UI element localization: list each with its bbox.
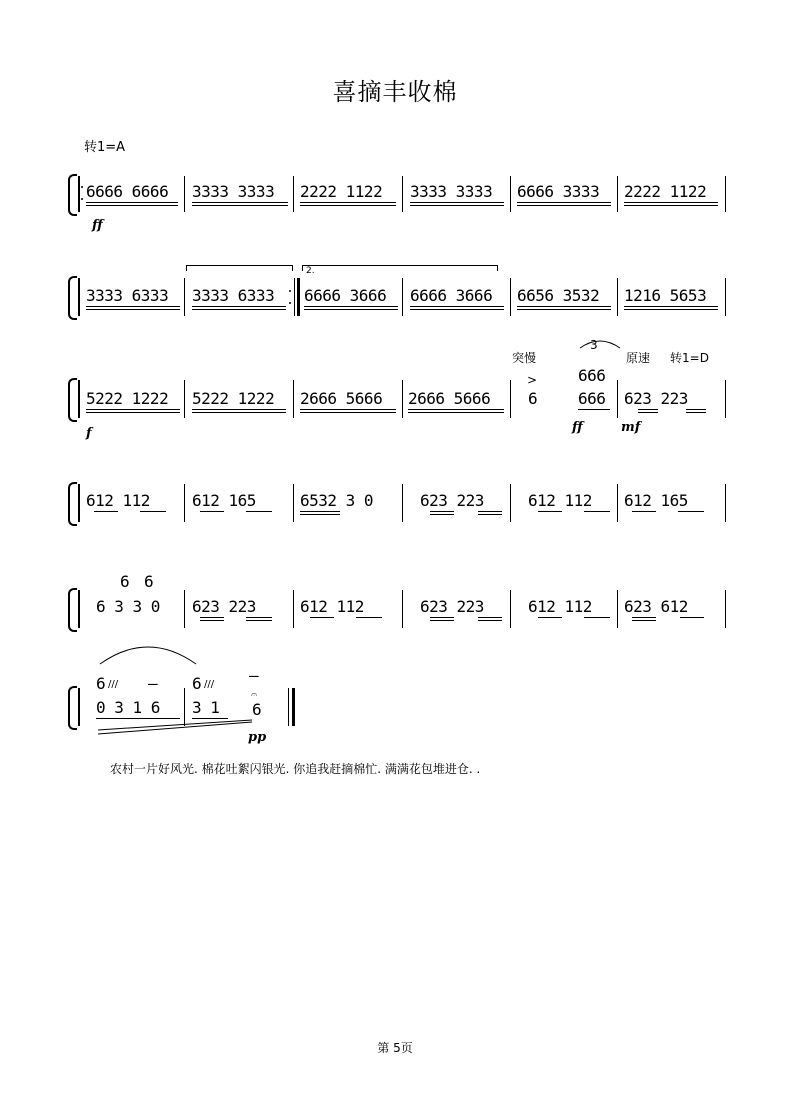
measure: 3333 3333 bbox=[192, 182, 275, 201]
measure: 6666 3666 bbox=[304, 286, 387, 305]
measure: 2222 1122 bbox=[624, 182, 707, 201]
measure: 3333 6333 bbox=[86, 286, 169, 305]
measure: 623 223 bbox=[420, 491, 484, 510]
upper-note: 6 bbox=[96, 674, 106, 693]
measure: 3333 3333 bbox=[410, 182, 493, 201]
measure: 2222 1122 bbox=[300, 182, 383, 201]
measure: 6666 6666 bbox=[86, 182, 169, 201]
measure: 6 bbox=[528, 389, 538, 408]
measure: 612 112 bbox=[86, 491, 150, 510]
gliss-lines bbox=[96, 716, 256, 736]
measure: 623 223 bbox=[624, 389, 688, 408]
measure: 0 3 1 6 bbox=[96, 698, 160, 717]
measure: 5222 1222 bbox=[86, 389, 169, 408]
dynamic-ff: ff bbox=[92, 218, 103, 233]
upper-note: – bbox=[148, 674, 158, 693]
measure: 1216 5653 bbox=[624, 286, 707, 305]
measure: 623 612 bbox=[624, 597, 688, 616]
measure: 612 165 bbox=[192, 491, 256, 510]
tempo-original: 原速 bbox=[626, 351, 651, 365]
dynamic-f: f bbox=[86, 426, 92, 441]
measure: 6666 3333 bbox=[517, 182, 600, 201]
fermata-icon: 𝄐 bbox=[251, 688, 258, 701]
key-change-d: 转1=D bbox=[670, 351, 709, 365]
measure: 612 112 bbox=[300, 597, 364, 616]
slur-arc bbox=[96, 640, 200, 666]
page-number: 第 5页 bbox=[377, 1041, 413, 1055]
triplet-mark: 3 bbox=[590, 338, 598, 352]
upper-note: 6 bbox=[120, 572, 130, 591]
dynamic-pp: pp bbox=[248, 730, 267, 745]
measure: 623 223 bbox=[420, 597, 484, 616]
dynamic-mf: mf bbox=[621, 420, 641, 435]
measure: 2666 5666 bbox=[408, 389, 491, 408]
measure: 666 bbox=[578, 389, 606, 408]
measure: 6532 3 0 bbox=[300, 491, 374, 510]
measure: 3 1 bbox=[192, 698, 220, 717]
measure: 6 3 3 0 bbox=[96, 597, 160, 616]
key-change-a: 转1=A bbox=[84, 140, 126, 155]
measure: 612 112 bbox=[528, 597, 592, 616]
measure: 623 223 bbox=[192, 597, 256, 616]
measure: 3333 6333 bbox=[192, 286, 275, 305]
page-title: 喜摘丰收棉 bbox=[332, 78, 458, 106]
accent-mark: > bbox=[527, 373, 538, 387]
measure: 2666 5666 bbox=[300, 389, 383, 408]
triplet-arc bbox=[578, 338, 622, 350]
measure: 6656 3532 bbox=[517, 286, 600, 305]
upper-chord: 666 bbox=[578, 366, 606, 385]
tempo-sudden-slow: 突慢 bbox=[512, 351, 537, 365]
measure: 6666 3666 bbox=[410, 286, 493, 305]
measure: 5222 1222 bbox=[192, 389, 275, 408]
upper-note: 6 bbox=[144, 572, 154, 591]
measure: 612 112 bbox=[528, 491, 592, 510]
upper-note: 6 bbox=[192, 674, 202, 693]
volta-2: 2. bbox=[306, 266, 315, 276]
measure: 6 bbox=[252, 700, 262, 719]
lyrics: 农村一片好风光. 棉花吐絮闪银光. 你追我赶摘棉忙. 满满花包堆进仓. . bbox=[110, 762, 481, 776]
measure: 612 165 bbox=[624, 491, 688, 510]
dynamic-ff: ff bbox=[572, 420, 583, 435]
upper-note: — bbox=[249, 666, 259, 685]
